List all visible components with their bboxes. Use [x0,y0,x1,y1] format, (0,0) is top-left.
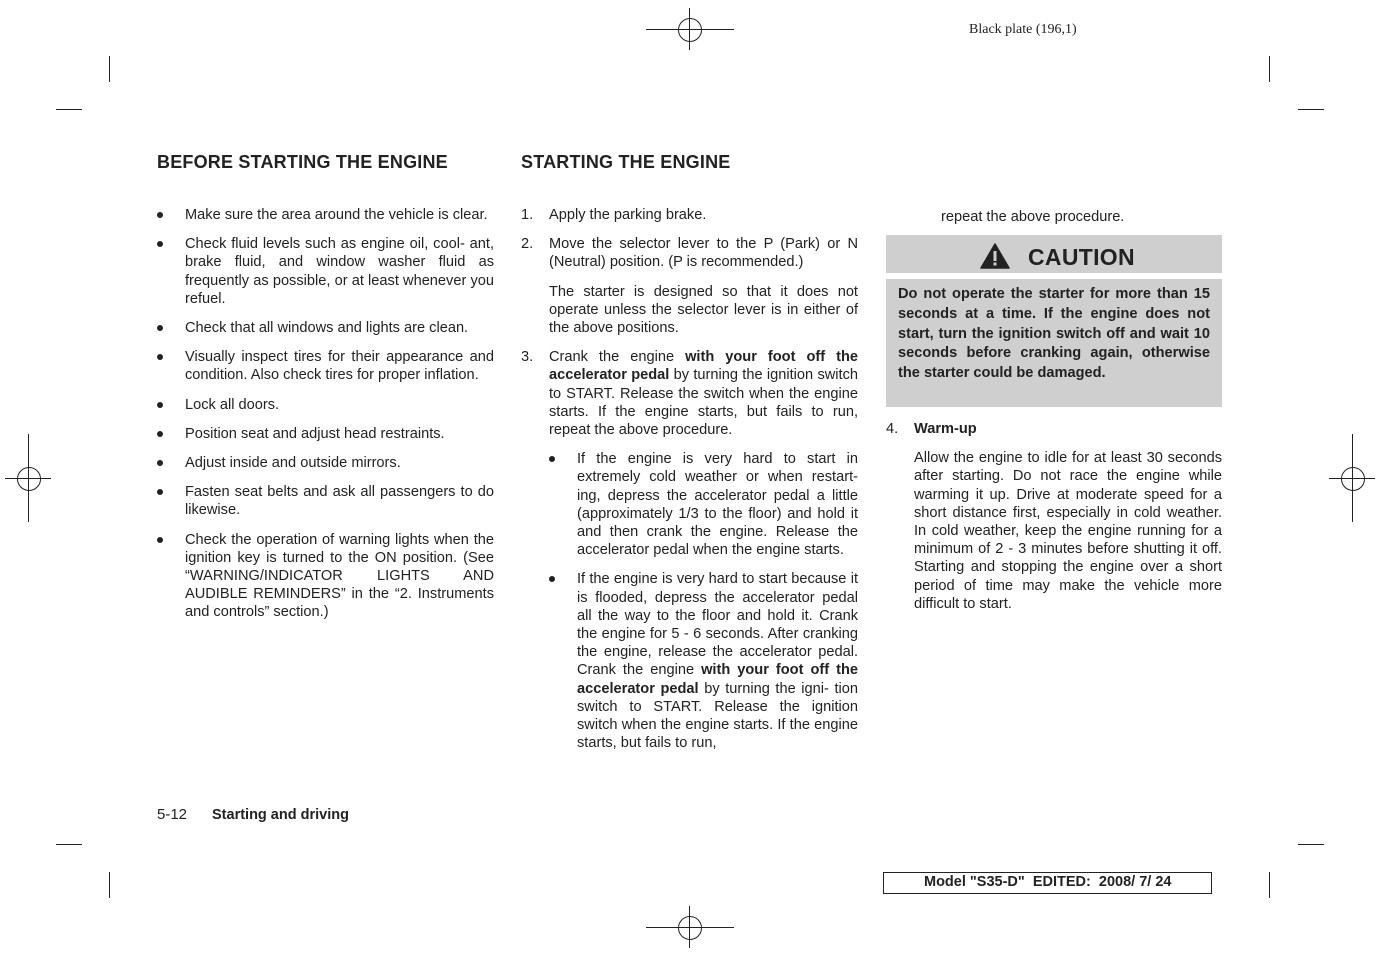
list-item: Adjust inside and outside mirrors. [157,454,494,472]
page-number: 5-12 [157,806,188,823]
step-text: Crank the engine with your foot off the accelerator pedal by turning the ignition switch to START. Release the switch when the engine starts. If the engine starts, but fails to run, repeat the above procedure. [549,349,859,439]
continued-text: repeat the above procedure. [941,209,1125,225]
list-item: Lock all doors. [157,396,494,414]
step-number: 3. [521,349,534,366]
bullet-icon [157,402,163,408]
sub-list [549,450,858,752]
bullet-icon [157,212,163,218]
step-item [886,420,1222,613]
steps-list [521,206,858,752]
step-item [521,206,858,224]
model-edited-box: Model "S35-D" EDITED: 2008/ 7/ 24 [883,872,1212,894]
step-text: Apply the parking brake. [549,207,707,223]
bullet-icon [157,241,163,247]
section-heading-before-starting: BEFORE STARTING THE ENGINE [157,152,448,172]
list-item: If the engine is very hard to start in extremely cold weather or when restart- ing, depress the accelerator pedal a little (approximately 1/3 to the floor) and hold it and then crank the engine. Release the accelerator pedal when the engine starts. [549,450,858,559]
bullet-icon [157,325,163,331]
section-heading-starting: STARTING THE ENGINE [521,152,731,172]
bullet-icon [157,537,163,543]
list-item: Make sure the area around the vehicle is clear. [157,206,494,224]
list-item: Check the operation of warning lights when the ignition key is turned to the ON position. (See “WARNING/INDICATOR LIGHTS AND AUDIBLE REMINDERS” in the “2. Instruments and controls” section.) [157,531,494,622]
bullet-icon [157,489,163,495]
step-text: Allow the engine to idle for at least 30 seconds after starting. Do not race the engine while warming it up. Drive at moderate speed for a short distance first, especially in cold weather. In cold weather, keep the engine running for a minimum of 2 - 3 minutes before shutting it off. Starting and stopping the engine over a short period of time may make the vehicle more difficult to start. [914,450,1222,612]
list-item: Fasten seat belts and ask all passengers to do likewise. [157,483,494,519]
section-name: Starting and driving [212,807,349,823]
step-title: Warm-up [914,421,977,437]
list-item: If the engine is very hard to start because it is flooded, depress the accelerator pedal all the way to the floor and hold it. Crank the engine for 5 - 6 seconds. After cranking the engine, release the accelerator pedal. Crank the engine with your foot off the accelerator pedal by turning the igni- tion switch to START. Release the ignition switch when the engine starts. If the engine starts, but fails to run, [549,570,858,752]
bullet-icon [157,460,163,466]
bullet-icon [157,431,163,437]
checklist [157,206,494,622]
step-text: Move the selector lever to the P (Park) or N (Neutral) position. (P is recommended.) [549,236,858,271]
list-item: Check fluid levels such as engine oil, cool- ant, brake fluid, and window washer fluid as frequently as possible, or at least whenever you refuel. [157,235,494,308]
list-item: Visually inspect tires for their appearance and condition. Also check tires for proper inflation. [157,348,494,384]
step-number: 2. [521,236,534,253]
step-note: The starter is designed so that it does not operate unless the selector lever is in either of the above positions. [549,283,858,337]
step-item [521,235,858,337]
warning-triangle-icon [980,243,1010,269]
bullet-icon [549,576,555,582]
list-item: Check that all windows and lights are clean. [157,319,494,337]
step-number: 1. [521,207,534,223]
middle-column-body [521,206,858,763]
bullet-icon [157,354,163,360]
right-column-body [886,420,1222,624]
steps-list [886,420,1222,613]
bullet-icon [549,456,555,462]
step-number: 4. [886,421,899,437]
plate-label: Black plate (196,1) [969,22,1077,37]
caution-text: Do not operate the starter for more than 15 seconds at a time. If the engine does not start, turn the ignition switch off and wait 10 seconds before cranking again, otherwise the starter could be damaged. [886,279,1222,407]
left-column-body [157,206,494,633]
list-item: Position seat and adjust head restraints. [157,425,494,443]
caution-title: CAUTION [1028,244,1135,270]
step-item [521,348,858,752]
caution-header [886,235,1222,273]
